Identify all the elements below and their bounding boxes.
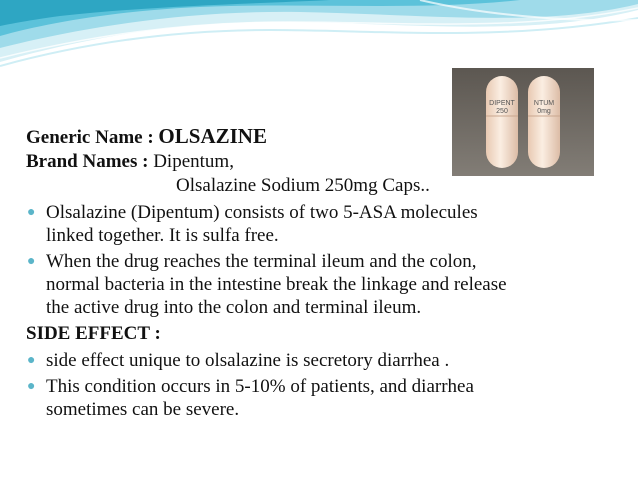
capsule-imprint-left-1: DIPENT	[489, 100, 515, 107]
generic-name-line	[26, 124, 626, 150]
brand-names-line	[26, 150, 626, 174]
bullet-text-line: sometimes can be severe.	[46, 399, 240, 420]
list-item	[26, 201, 626, 247]
capsule-imprint-right-1: NTUM	[533, 100, 555, 107]
brand-name-2: Olsalazine Sodium 250mg Caps..	[176, 175, 430, 196]
list-item	[26, 250, 626, 319]
slide-content	[26, 124, 626, 421]
side-effect-heading: SIDE EFFECT :	[26, 323, 161, 344]
bullet-text-line: When the drug reaches the terminal ileum and the colon,	[46, 251, 477, 272]
bullet-icon: ●	[27, 254, 36, 269]
bullet-text-line: Olsalazine (Dipentum) consists of two 5-ASA molecules	[46, 202, 478, 223]
generic-name-label: Generic Name :	[26, 127, 159, 148]
brand-name-1: Dipentum,	[153, 151, 234, 172]
brand-names-label: Brand Names :	[26, 151, 154, 172]
list-item	[26, 375, 626, 421]
bullet-text-line: the active drug into the colon and terminal ileum.	[46, 297, 422, 318]
list-item	[26, 349, 626, 372]
bullet-icon: ●	[27, 353, 36, 368]
bullet-icon: ●	[27, 379, 36, 394]
bullet-text-line: side effect unique to olsalazine is secretory diarrhea .	[46, 350, 450, 371]
bullet-icon: ●	[27, 205, 36, 220]
generic-name-value: OLSAZINE	[158, 124, 267, 148]
bullet-text-line: This condition occurs in 5-10% of patients, and diarrhea	[46, 376, 474, 397]
capsule-imprint-right-2: 0mg	[537, 108, 551, 115]
bullet-text-line: normal bacteria in the intestine break the linkage and release	[46, 274, 507, 295]
capsule-imprint-left-2: 250	[496, 108, 508, 115]
bullet-text-line: linked together. It is sulfa free.	[46, 225, 279, 246]
